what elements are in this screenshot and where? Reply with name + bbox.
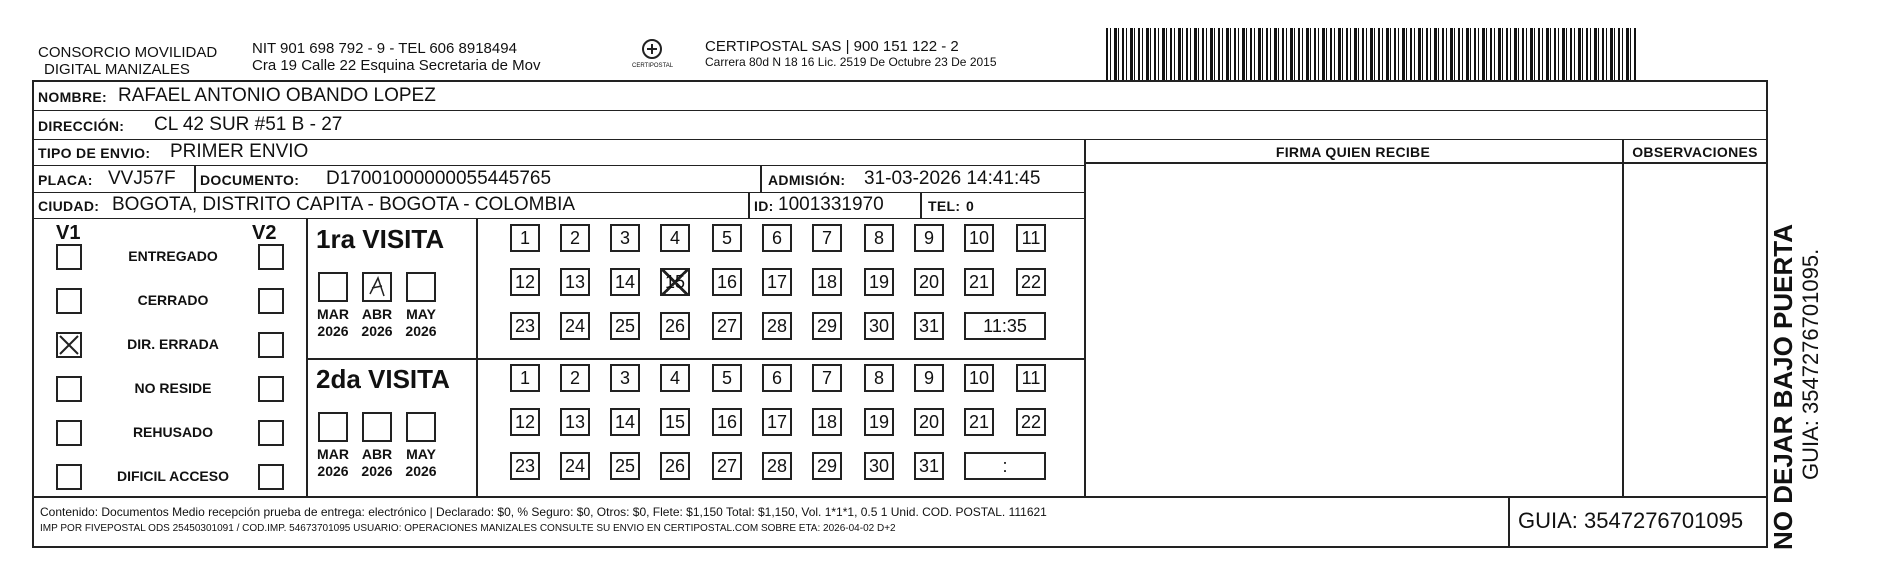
day-box-second[interactable]: 24 xyxy=(560,452,590,480)
v1-checkbox[interactable] xyxy=(56,288,82,314)
company-name: CONSORCIO MOVILIDAD DIGITAL MANIZALES xyxy=(38,44,218,78)
v1-checkbox[interactable] xyxy=(56,420,82,446)
time-box-first[interactable]: 11:35 xyxy=(964,312,1046,340)
status-label: ENTREGADO xyxy=(128,248,218,264)
day-box-second[interactable]: 15 xyxy=(660,408,690,436)
month-label: ABR 2026 xyxy=(361,306,393,339)
row-shipping: TIPO DE ENVIO: PRIMER ENVIO xyxy=(32,140,1084,166)
day-box-second[interactable]: 7 xyxy=(812,364,842,392)
day-box-second[interactable]: 18 xyxy=(812,408,842,436)
day-box-first[interactable]: 18 xyxy=(812,268,842,296)
row-city: CIUDAD: BOGOTA, DISTRITO CAPITA - BOGOTA - COLOMBIA ID: 1001331970 TEL: 0 xyxy=(32,193,1084,219)
month-checkbox[interactable] xyxy=(362,272,392,302)
day-box-second[interactable]: 28 xyxy=(762,452,792,480)
day-box-second[interactable]: 10 xyxy=(964,364,994,392)
day-box-second[interactable]: 25 xyxy=(610,452,640,480)
v1-header: V1 xyxy=(56,222,81,244)
plate: VVJ57F xyxy=(108,168,176,189)
day-box-first[interactable]: 21 xyxy=(964,268,994,296)
barcode xyxy=(1106,28,1636,80)
day-box-first[interactable]: 30 xyxy=(864,312,894,340)
observations-area[interactable] xyxy=(1626,166,1764,494)
day-box-second[interactable]: 4 xyxy=(660,364,690,392)
v2-checkbox[interactable] xyxy=(258,464,284,490)
day-box-second[interactable]: 5 xyxy=(712,364,742,392)
company-contact: NIT 901 698 792 - 9 - TEL 606 8918494 Cra 19 Calle 22 Esquina Secretaria de Mov xyxy=(252,40,541,74)
day-box-first[interactable]: 20 xyxy=(914,268,944,296)
day-box-second[interactable]: 20 xyxy=(914,408,944,436)
side-text xyxy=(1768,80,1824,550)
v2-checkbox[interactable] xyxy=(258,244,284,270)
recipient-address: CL 42 SUR #51 B - 27 xyxy=(154,114,343,135)
day-box-first[interactable]: 16 xyxy=(712,268,742,296)
time-box-second[interactable]: : xyxy=(964,452,1046,480)
day-box-second[interactable]: 16 xyxy=(712,408,742,436)
day-box-second[interactable]: 1 xyxy=(510,364,540,392)
day-box-first[interactable]: 6 xyxy=(762,224,792,252)
day-box-second[interactable]: 3 xyxy=(610,364,640,392)
day-box-second[interactable]: 23 xyxy=(510,452,540,480)
v2-header: V2 xyxy=(252,222,277,244)
second-visit-title: 2da VISITA xyxy=(316,364,450,394)
day-box-first[interactable]: 25 xyxy=(610,312,640,340)
city: BOGOTA, DISTRITO CAPITA - BOGOTA - COLOMBIA xyxy=(112,194,576,215)
status-label: DIR. ERRADA xyxy=(127,336,219,352)
month-checkbox[interactable] xyxy=(406,272,436,302)
day-box-first[interactable]: 3 xyxy=(610,224,640,252)
side-guia: GUIA: 3547276701095. xyxy=(1798,248,1823,480)
day-box-second[interactable]: 9 xyxy=(914,364,944,392)
day-box-first[interactable]: 13 xyxy=(560,268,590,296)
v2-checkbox[interactable] xyxy=(258,288,284,314)
month-label: MAR 2026 xyxy=(317,306,349,339)
imp-line: IMP POR FIVEPOSTAL ODS 25450301091 / COD.IMP. 54673701095 USUARIO: OPERACIONES MANIZALES CONSULTE SU ENVIO EN CERTIPOSTAL.COM SOBRE ETA: 2026-04-02 D+2 xyxy=(40,523,896,534)
signature-area[interactable] xyxy=(1088,166,1618,494)
day-box-first[interactable]: 4 xyxy=(660,224,690,252)
status-label: REHUSADO xyxy=(132,424,214,440)
recipient-name: RAFAEL ANTONIO OBANDO LOPEZ xyxy=(118,85,436,106)
v1-checkbox[interactable] xyxy=(56,376,82,402)
observations-divider xyxy=(1622,140,1624,496)
day-box-first[interactable]: 8 xyxy=(864,224,894,252)
signature-divider xyxy=(1084,140,1086,496)
status-label: CERRADO xyxy=(137,292,209,308)
observations-header: OBSERVACIONES xyxy=(1632,144,1758,160)
day-box-first[interactable]: 14 xyxy=(610,268,640,296)
v1-checkbox[interactable] xyxy=(56,332,82,358)
content-line: Contenido: Documentos Medio recepción prueba de entrega: electrónico | Declarado: $0, % Seguro: $0, Otros: $0, Flete: $1,150 Total: $1,150, Vol. 1*1*1, 0.5 1 Unid. COD. POSTAL. 111621 xyxy=(40,505,1047,519)
month-checkbox[interactable] xyxy=(318,272,348,302)
day-box-first[interactable]: 31 xyxy=(914,312,944,340)
recipient-id: 1001331970 xyxy=(778,194,884,215)
month-label: ABR 2026 xyxy=(361,446,393,479)
day-box-second[interactable]: 13 xyxy=(560,408,590,436)
row-address: DIRECCIÓN: CL 42 SUR #51 B - 27 xyxy=(32,111,1768,140)
signature-header: FIRMA QUIEN RECIBE xyxy=(1275,144,1431,160)
shipping-type: PRIMER ENVIO xyxy=(170,141,309,162)
status-label: DIFICIL ACCESO xyxy=(116,468,229,484)
footer-guia: GUIA: 3547276701095 xyxy=(1518,508,1744,533)
month-checkbox[interactable] xyxy=(318,412,348,442)
day-box-first[interactable]: 27 xyxy=(712,312,742,340)
day-box-first[interactable]: 12 xyxy=(510,268,540,296)
carrier-logo: CERTIPOSTAL xyxy=(632,38,672,69)
month-label: MAY 2026 xyxy=(405,306,437,339)
day-box-first[interactable]: 26 xyxy=(660,312,690,340)
day-box-first[interactable]: 22 xyxy=(1016,268,1046,296)
carrier-info: CERTIPOSTAL SAS | 900 151 122 - 2 Carrera 80d N 18 16 Lic. 2519 De Octubre 23 De 2015 xyxy=(705,38,997,69)
v2-checkbox[interactable] xyxy=(258,420,284,446)
month-label: MAR 2026 xyxy=(317,446,349,479)
month-label: MAY 2026 xyxy=(405,446,437,479)
day-box-second[interactable]: 26 xyxy=(660,452,690,480)
v1-checkbox[interactable] xyxy=(56,464,82,490)
day-box-first[interactable]: 15 xyxy=(660,268,690,296)
day-box-first[interactable]: 7 xyxy=(812,224,842,252)
day-box-second[interactable]: 19 xyxy=(864,408,894,436)
day-box-first[interactable]: 2 xyxy=(560,224,590,252)
v1-checkbox[interactable] xyxy=(56,244,82,270)
no-leave-warning: NO DEJAR BAJO PUERTA xyxy=(1768,223,1798,550)
day-box-second[interactable]: 11 xyxy=(1016,364,1046,392)
day-box-first[interactable]: 19 xyxy=(864,268,894,296)
day-box-second[interactable]: 2 xyxy=(560,364,590,392)
row-name: NOMBRE: RAFAEL ANTONIO OBANDO LOPEZ xyxy=(32,82,1768,111)
status-label: NO RESIDE xyxy=(134,380,212,396)
document-number: D17001000000055445765 xyxy=(326,168,552,189)
day-box-first[interactable]: 17 xyxy=(762,268,792,296)
month-checkbox[interactable] xyxy=(406,412,436,442)
day-box-first[interactable]: 23 xyxy=(510,312,540,340)
day-box-second[interactable]: 22 xyxy=(1016,408,1046,436)
day-box-second[interactable]: 12 xyxy=(510,408,540,436)
day-box-first[interactable]: 5 xyxy=(712,224,742,252)
day-box-first[interactable]: 1 xyxy=(510,224,540,252)
day-box-second[interactable]: 30 xyxy=(864,452,894,480)
day-box-second[interactable]: 8 xyxy=(864,364,894,392)
day-box-second[interactable]: 27 xyxy=(712,452,742,480)
day-box-first[interactable]: 24 xyxy=(560,312,590,340)
row-plate: PLACA: VVJ57F DOCUMENTO: D17001000000055445765 ADMISIÓN: 31-03-2026 14:41:45 xyxy=(32,166,1084,193)
day-box-second[interactable]: 29 xyxy=(812,452,842,480)
day-box-first[interactable]: 29 xyxy=(812,312,842,340)
day-box-second[interactable]: 6 xyxy=(762,364,792,392)
v2-checkbox[interactable] xyxy=(258,332,284,358)
day-box-second[interactable]: 17 xyxy=(762,408,792,436)
day-box-second[interactable]: 31 xyxy=(914,452,944,480)
day-box-first[interactable]: 11 xyxy=(1016,224,1046,252)
v2-checkbox[interactable] xyxy=(258,376,284,402)
day-box-second[interactable]: 14 xyxy=(610,408,640,436)
recipient-tel: 0 xyxy=(966,198,975,214)
day-box-first[interactable]: 28 xyxy=(762,312,792,340)
day-box-second[interactable]: 21 xyxy=(964,408,994,436)
day-box-first[interactable]: 10 xyxy=(964,224,994,252)
month-checkbox[interactable] xyxy=(362,412,392,442)
first-visit-title: 1ra VISITA xyxy=(316,224,445,254)
day-box-first[interactable]: 9 xyxy=(914,224,944,252)
admission-date: 31-03-2026 14:41:45 xyxy=(864,168,1041,189)
